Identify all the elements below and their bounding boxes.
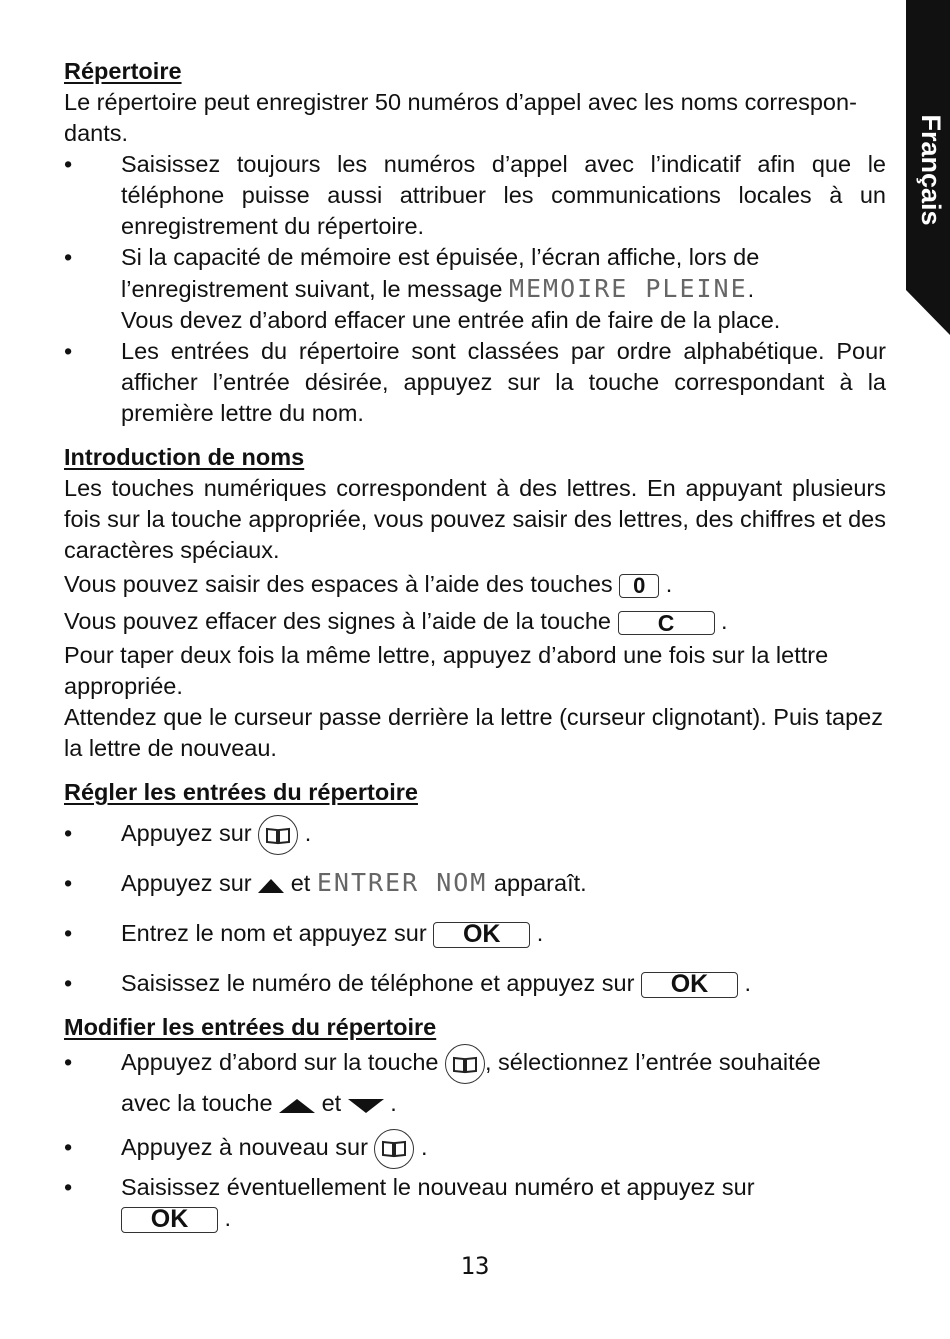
list-item-text: Appuyez sur xyxy=(121,820,252,846)
list-item-continuation xyxy=(64,1203,886,1234)
period: . xyxy=(304,820,312,846)
bullet: • xyxy=(64,1133,73,1160)
list-item-text: Appuyez sur xyxy=(121,870,252,896)
list-item xyxy=(64,336,886,429)
language-tab-label: Français xyxy=(916,114,946,226)
list-item xyxy=(64,1172,886,1203)
list-item xyxy=(64,958,886,1008)
period: . xyxy=(536,920,544,946)
period: . xyxy=(747,276,755,302)
list-item-text: Saisissez toujours les numéros d’appel avec l’indicatif afin que le téléphone puisse aussi attribuer les communications locales à un enregistrement du répertoire. xyxy=(121,151,886,239)
list-item xyxy=(64,1043,886,1122)
list-item xyxy=(64,1122,886,1172)
list-item-text: Appuyez à nouveau sur xyxy=(121,1133,368,1160)
list-item-text: Appuyez d’abord sur la touche xyxy=(121,1049,439,1075)
introduction-paragraph xyxy=(64,602,886,640)
paragraph-text: Vous pouvez effacer des signes à l’aide de la touche xyxy=(64,608,611,634)
bullet: • xyxy=(64,970,73,996)
bullet: • xyxy=(64,151,73,177)
introduction-paragraph: Attendez que le curseur passe derrière la lettre (curseur clignotant). Puis tapez la lettre de nouveau. xyxy=(64,704,884,761)
period: . xyxy=(390,1089,397,1116)
bullet: • xyxy=(64,244,73,270)
list-item xyxy=(64,858,886,908)
introduction-paragraph: Les touches numériques correspondent à des lettres. En appuyant plusieurs fois sur la touche appropriée, vous pouvez saisir des lettres, des chiffres et des caractères spéciaux. xyxy=(64,475,886,563)
lcd-message: MEMOIRE PLEINE xyxy=(508,274,748,303)
list-item-text: Saisissez éventuellement le nouveau numéro et appuyez sur xyxy=(121,1173,755,1200)
book-icon xyxy=(445,1044,485,1084)
section-heading-introduction: Introduction de noms xyxy=(64,444,305,470)
repertoire-intro: Le répertoire peut enregistrer 50 numéros d’appel avec les noms correspon-dants. xyxy=(64,89,857,146)
bullet: • xyxy=(64,820,73,846)
key-c: C xyxy=(618,611,715,635)
list-item xyxy=(64,242,886,336)
period: . xyxy=(421,1133,428,1160)
list-item-text: avec la touche xyxy=(121,1089,273,1116)
lcd-message: ENTRER NOM xyxy=(316,868,488,897)
page-number: 13 xyxy=(460,1252,490,1280)
arrow-up-icon xyxy=(279,1097,315,1113)
list-item-text: Les entrées du répertoire sont classées par ordre alphabétique. Pour afficher l’entrée désirée, appuyez sur la touche correspondant à la première lettre du nom. xyxy=(121,338,886,426)
period: . xyxy=(224,1204,232,1231)
key-ok: OK xyxy=(433,922,530,948)
book-icon xyxy=(258,815,298,855)
bullet: • xyxy=(64,1049,73,1075)
section-heading-repertoire: Répertoire xyxy=(64,58,182,84)
section-heading-regler: Régler les entrées du répertoire xyxy=(64,779,418,805)
period: . xyxy=(744,970,751,996)
book-icon xyxy=(374,1129,414,1169)
list-item-text: Entrez le nom et appuyez sur xyxy=(121,920,427,946)
language-tab xyxy=(906,0,950,335)
bullet: • xyxy=(64,338,73,364)
introduction-paragraph xyxy=(64,566,886,602)
bullet: • xyxy=(64,1173,73,1200)
period: . xyxy=(665,571,673,597)
list-item-text: apparaît. xyxy=(493,870,587,896)
list-item-text: et xyxy=(321,1089,342,1116)
list-item-text: Saisissez le numéro de téléphone et appuyez sur xyxy=(121,970,635,996)
list-item-text: , sélectionnez l’entrée souhaitée xyxy=(485,1049,821,1075)
bullet: • xyxy=(64,870,73,896)
arrow-up-icon xyxy=(258,877,284,893)
list-item xyxy=(64,908,886,958)
section-heading-modifier: Modifier les entrées du répertoire xyxy=(64,1014,437,1040)
introduction-paragraph: Pour taper deux fois la même lettre, appuyez d’abord une fois sur la lettre appropriée. xyxy=(64,642,829,699)
paragraph-text: Vous pouvez saisir des espaces à l’aide des touches xyxy=(64,571,613,597)
arrow-down-icon xyxy=(348,1097,384,1113)
list-item-text: Vous devez d’abord effacer une entrée afin de faire de la place. xyxy=(121,307,781,333)
key-ok: OK xyxy=(121,1207,218,1233)
list-item-text: et xyxy=(290,870,311,896)
period: . xyxy=(721,608,728,634)
bullet: • xyxy=(64,920,73,946)
page-content xyxy=(64,56,886,1234)
key-zero: 0 xyxy=(619,574,659,598)
key-ok: OK xyxy=(641,972,738,998)
list-item xyxy=(64,808,886,858)
list-item xyxy=(64,149,886,242)
list-item-text: Si la capacité de mémoire est épuisée, l’écran affiche, lors de l’enregistrement suivant, le message xyxy=(121,244,760,302)
